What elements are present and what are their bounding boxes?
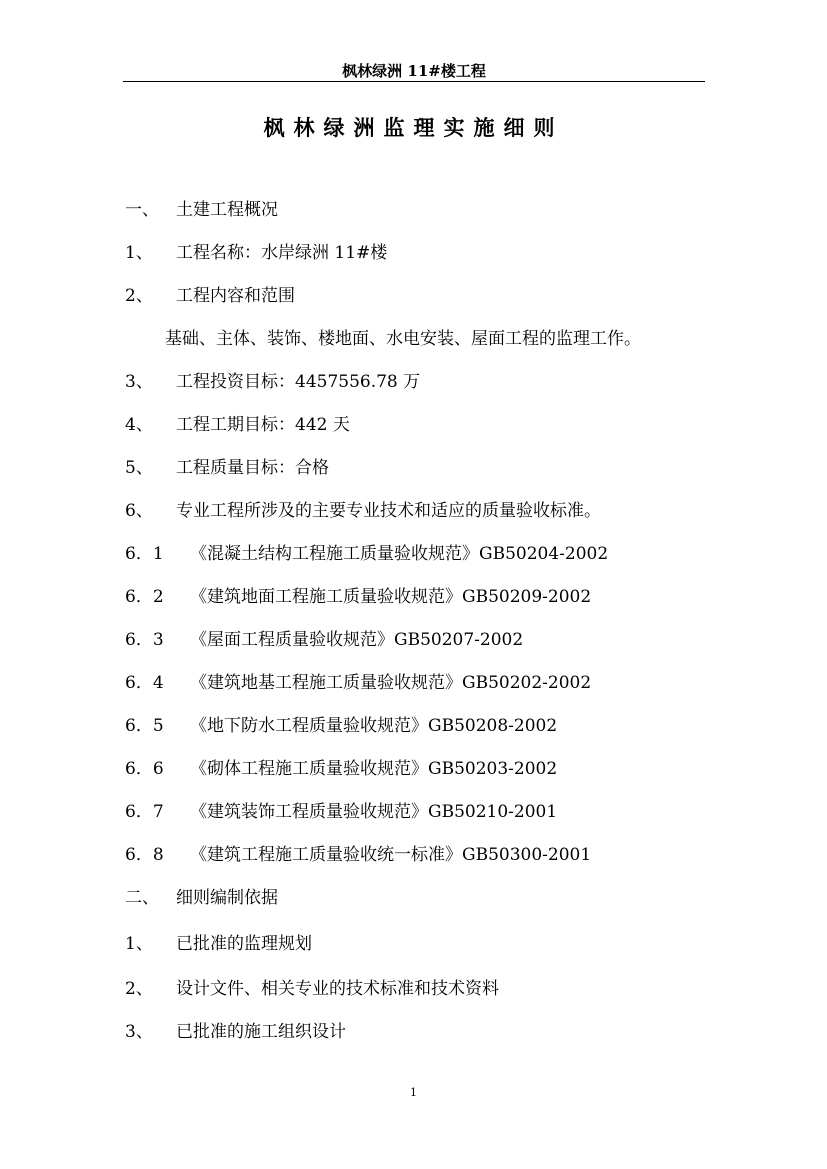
list-item — [0, 368, 827, 396]
item-number: 2、 — [125, 979, 153, 999]
item-text: 《屋面工程质量验收规范》GB50207-2002 — [190, 630, 524, 650]
item-text: 已批准的监理规划 — [176, 934, 312, 954]
standard-item — [0, 798, 827, 826]
item-text: 专业工程所涉及的主要专业技术和适应的质量验收标准。 — [176, 501, 601, 521]
item-text: 土建工程概况 — [176, 200, 278, 220]
section-heading — [0, 884, 827, 912]
item-text: 设计文件、相关专业的技术标准和技术资料 — [176, 979, 499, 999]
list-item — [0, 975, 827, 1003]
list-item — [0, 282, 827, 310]
page-number: 1 — [410, 1086, 417, 1099]
item-number: 6．5 — [125, 716, 164, 736]
document-title: 枫林绿洲监理实施细则 — [263, 115, 564, 140]
standard-item — [0, 712, 827, 740]
standard-item — [0, 540, 827, 568]
item-text: 基础、主体、装饰、楼地面、水电安装、屋面工程的监理工作。 — [165, 329, 641, 349]
list-item — [0, 454, 827, 482]
list-item — [0, 1018, 827, 1046]
item-number: 2、 — [125, 286, 153, 306]
item-text: 《建筑地面工程施工质量验收规范》GB50209-2002 — [190, 587, 592, 607]
item-number: 一、 — [125, 200, 159, 220]
item-number: 6．1 — [125, 544, 164, 564]
list-item — [0, 239, 827, 267]
item-number: 6．2 — [125, 587, 164, 607]
list-item — [0, 411, 827, 439]
item-text: 工程质量目标：合格 — [176, 458, 329, 478]
item-number: 6．3 — [125, 630, 164, 650]
item-text: 《地下防水工程质量验收规范》GB50208-2002 — [190, 716, 558, 736]
item-text: 《砌体工程施工质量验收规范》GB50203-2002 — [190, 759, 558, 779]
item-number: 3、 — [125, 1022, 153, 1042]
standard-item — [0, 841, 827, 869]
item-text: 工程工期目标：442 天 — [176, 415, 350, 435]
item-number: 3、 — [125, 372, 153, 392]
item-text: 工程投资目标：4457556.78 万 — [176, 372, 421, 392]
item-text: 细则编制依据 — [176, 888, 278, 908]
item-text: 《建筑工程施工质量验收统一标准》GB50300-2001 — [190, 845, 592, 865]
item-text: 工程名称：水岸绿洲 11#楼 — [176, 243, 388, 263]
paragraph — [0, 325, 827, 353]
item-number: 1、 — [125, 243, 153, 263]
item-text: 已批准的施工组织设计 — [176, 1022, 346, 1042]
item-text: 《混凝土结构工程施工质量验收规范》GB50204-2002 — [190, 544, 609, 564]
item-number: 4、 — [125, 415, 153, 435]
item-number: 二、 — [125, 888, 159, 908]
standard-item — [0, 755, 827, 783]
item-number: 1、 — [125, 934, 153, 954]
standard-item — [0, 626, 827, 654]
section-heading — [0, 196, 827, 224]
item-number: 6．7 — [125, 802, 164, 822]
item-number: 6．8 — [125, 845, 164, 865]
item-text: 《建筑装饰工程质量验收规范》GB50210-2001 — [190, 802, 558, 822]
list-item — [0, 497, 827, 525]
item-number: 5、 — [125, 458, 153, 478]
running-header: 枫林绿洲 11#楼工程 — [342, 62, 486, 80]
item-text: 工程内容和范围 — [176, 286, 295, 306]
item-number: 6．4 — [125, 673, 164, 693]
standard-item — [0, 583, 827, 611]
item-number: 6、 — [125, 501, 153, 521]
list-item — [0, 930, 827, 958]
standard-item — [0, 669, 827, 697]
item-number: 6．6 — [125, 759, 164, 779]
item-text: 《建筑地基工程施工质量验收规范》GB50202-2002 — [190, 673, 592, 693]
